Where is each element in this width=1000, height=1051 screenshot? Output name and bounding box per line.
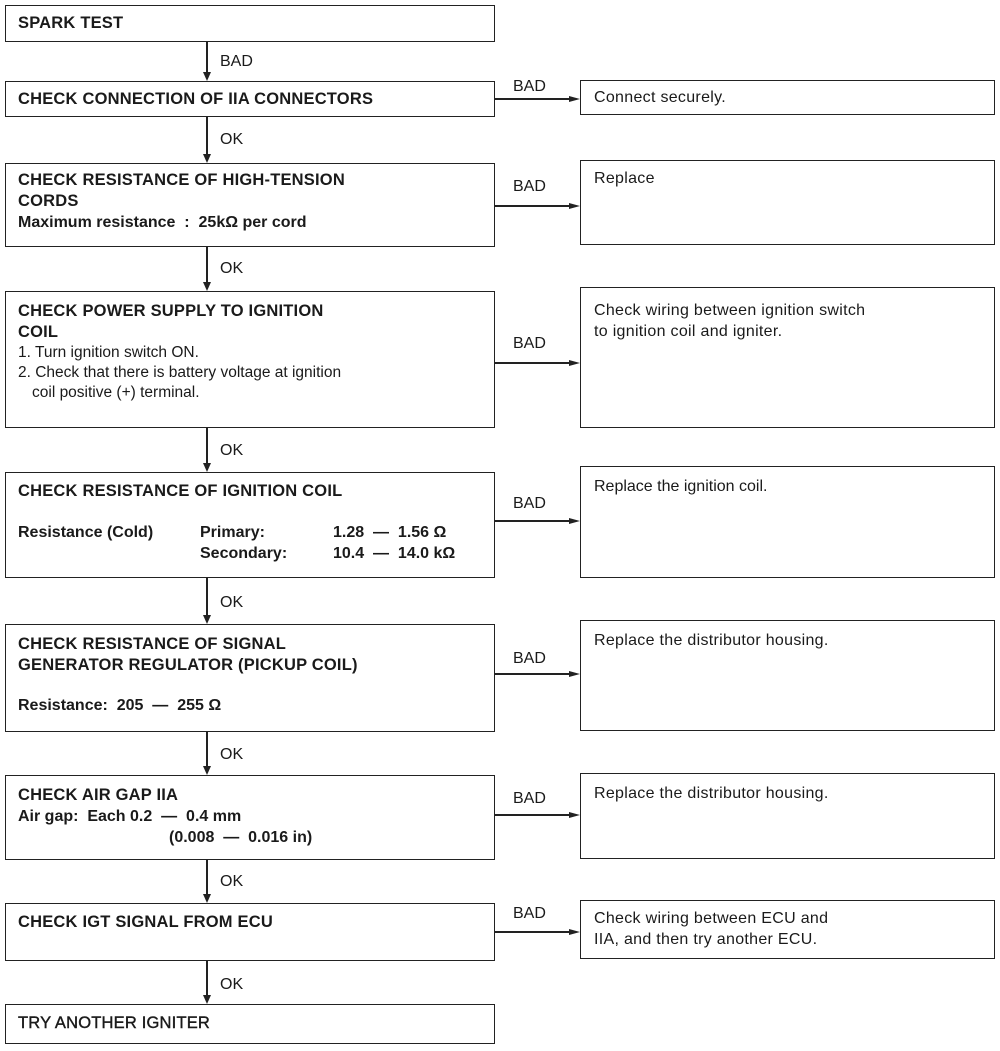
- connector-label-ok: OK: [220, 594, 244, 611]
- connector-label-ok: OK: [220, 746, 244, 763]
- arrow-down-icon: [203, 282, 211, 291]
- connector-label-ok: OK: [220, 260, 244, 277]
- arrow-down-icon: [203, 766, 211, 775]
- connector-line: [206, 247, 208, 283]
- action-text: Replace the distributor housing.: [594, 632, 829, 649]
- bad-label: BAD: [513, 905, 546, 922]
- connector-line: [206, 117, 208, 155]
- step-title-line: CHECK RESISTANCE OF SIGNAL: [18, 635, 286, 653]
- bad-connector-line: [495, 520, 571, 522]
- step-detail: Air gap: Each 0.2 — 0.4 mm: [18, 808, 242, 825]
- arrow-right-icon: [569, 812, 580, 818]
- bad-connector-line: [495, 673, 571, 675]
- flow-box-check-air-gap: [5, 775, 495, 860]
- step-detail: Resistance: 205 — 255 Ω: [18, 697, 222, 714]
- step-title: CHECK AIR GAP IIA: [18, 786, 179, 804]
- secondary-label: Secondary:: [200, 545, 288, 562]
- action-text: IIA, and then try another ECU.: [594, 931, 818, 948]
- arrow-down-icon: [203, 615, 211, 624]
- action-box-replace-distributor-housing: [580, 620, 995, 731]
- bad-label: BAD: [513, 178, 546, 195]
- connector-line: [206, 578, 208, 616]
- bad-label: BAD: [513, 650, 546, 667]
- action-text: Replace the ignition coil.: [594, 478, 768, 495]
- step-title: CHECK RESISTANCE OF IGNITION COIL: [18, 482, 343, 500]
- arrow-down-icon: [203, 894, 211, 903]
- connector-label-ok: OK: [220, 131, 244, 148]
- step-instruction: coil positive (+) terminal.: [32, 384, 200, 401]
- step-title-line: CHECK RESISTANCE OF HIGH-TENSION: [18, 171, 345, 189]
- action-text: to ignition coil and igniter.: [594, 323, 783, 340]
- step-detail: (0.008 — 0.016 in): [169, 829, 313, 846]
- connector-label-bad: BAD: [220, 53, 253, 70]
- flow-box-check-pickup-coil: [5, 624, 495, 732]
- secondary-value: 10.4 — 14.0 kΩ: [333, 545, 456, 562]
- action-box-replace-ignition-coil: [580, 466, 995, 578]
- flow-box-check-power-supply: [5, 291, 495, 428]
- step-detail: Maximum resistance : 25kΩ per cord: [18, 214, 307, 231]
- arrow-down-icon: [203, 154, 211, 163]
- action-text: Replace the distributor housing.: [594, 785, 829, 802]
- action-text: Connect securely.: [594, 89, 726, 106]
- connector-label-ok: OK: [220, 442, 244, 459]
- bad-connector-line: [495, 814, 571, 816]
- action-text: Replace: [594, 170, 655, 187]
- bad-label: BAD: [513, 790, 546, 807]
- arrow-right-icon: [569, 671, 580, 677]
- primary-label: Primary:: [200, 524, 265, 541]
- arrow-down-icon: [203, 463, 211, 472]
- arrow-right-icon: [569, 96, 580, 102]
- bad-connector-line: [495, 931, 571, 933]
- arrow-down-icon: [203, 995, 211, 1004]
- step-title-line: CORDS: [18, 192, 79, 210]
- flow-box-check-iia-connectors: [5, 81, 495, 117]
- bad-connector-line: [495, 362, 571, 364]
- resistance-secondary-row: [18, 543, 482, 564]
- connector-line: [206, 428, 208, 464]
- step-title: SPARK TEST: [18, 14, 124, 32]
- step-title: CHECK IGT SIGNAL FROM ECU: [18, 913, 273, 931]
- step-title-line: CHECK POWER SUPPLY TO IGNITION: [18, 302, 324, 320]
- bad-connector-line: [495, 205, 571, 207]
- step-title: CHECK CONNECTION OF IIA CONNECTORS: [18, 90, 374, 108]
- connector-label-ok: OK: [220, 873, 244, 890]
- bad-connector-line: [495, 98, 571, 100]
- step-instruction: 2. Check that there is battery voltage at ignition: [18, 364, 342, 381]
- connector-label-ok: OK: [220, 976, 244, 993]
- flow-box-check-high-tension-cords: [5, 163, 495, 247]
- connector-line: [206, 961, 208, 996]
- arrow-right-icon: [569, 929, 580, 935]
- arrow-down-icon: [203, 72, 211, 81]
- action-text: Check wiring between ECU and: [594, 910, 829, 927]
- step-title-line: GENERATOR REGULATOR (PICKUP COIL): [18, 656, 358, 674]
- resistance-primary-row: [18, 522, 482, 543]
- bad-label: BAD: [513, 78, 546, 95]
- action-box-connect-securely: [580, 80, 995, 115]
- primary-value: 1.28 — 1.56 Ω: [333, 524, 447, 541]
- step-instruction: 1. Turn ignition switch ON.: [18, 344, 199, 361]
- connector-line: [206, 860, 208, 895]
- flow-box-check-igt-signal: [5, 903, 495, 961]
- arrow-right-icon: [569, 203, 580, 209]
- connector-line: [206, 42, 208, 73]
- flow-box-check-ignition-coil: [5, 472, 495, 578]
- arrow-right-icon: [569, 360, 580, 366]
- flow-box-spark-test: [5, 5, 495, 42]
- bad-label: BAD: [513, 335, 546, 352]
- step-title: TRY ANOTHER IGNITER: [18, 1014, 211, 1032]
- arrow-right-icon: [569, 518, 580, 524]
- action-box-replace: [580, 160, 995, 245]
- action-box-check-ignition-wiring: [580, 287, 995, 428]
- action-box-replace-distributor-housing: [580, 773, 995, 859]
- action-text: Check wiring between ignition switch: [594, 302, 866, 319]
- step-title-line: COIL: [18, 323, 59, 341]
- connector-line: [206, 732, 208, 767]
- resistance-prefix: Resistance (Cold): [18, 524, 154, 541]
- bad-label: BAD: [513, 495, 546, 512]
- flow-box-try-another-igniter: [5, 1004, 495, 1044]
- action-box-check-ecu-wiring: [580, 900, 995, 959]
